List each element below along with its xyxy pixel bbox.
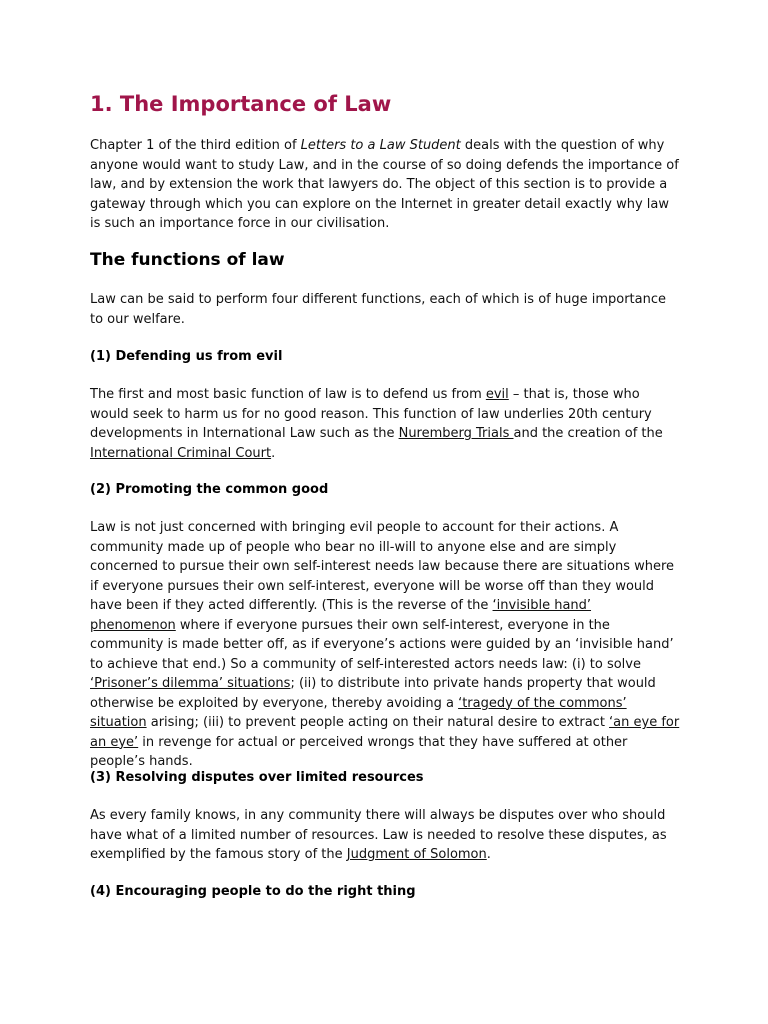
book-title: Letters to a Law Student <box>300 138 461 153</box>
section-2-text: arising; (iii) to prevent people acting on their natural desire to extract <box>146 715 610 730</box>
section-1-text: and the creation of the <box>513 426 663 441</box>
section-3-heading: (3) Resolving disputes over limited resources <box>90 770 424 785</box>
evil-link[interactable]: evil <box>485 387 509 402</box>
judgment-of-solomon-link[interactable]: Judgment of Solomon <box>346 847 487 862</box>
nuremberg-trials-link[interactable]: Nuremberg Trials <box>398 426 514 441</box>
section-3-paragraph <box>90 806 680 865</box>
prisoners-dilemma-link[interactable]: ‘Prisoner’s dilemma’ situations <box>90 676 291 691</box>
section-1-heading: (1) Defending us from evil <box>90 349 283 364</box>
section-2-text: where if everyone pursues their own self-interest, everyone in the community is made better off, as if everyone’s actions were guided by an ‘invisible hand’ to achieve that end.) So a community of self-interested actors needs law: (i) to solve <box>90 617 674 672</box>
intro-text-1: Chapter 1 of the third edition of <box>90 138 301 153</box>
intro-paragraph <box>90 136 680 234</box>
section-2-text: Law is not just concerned with bringing evil people to account for their actions. A community made up of people who bear no ill-will to anyone else and are simply concerned to pursue their own self-interest needs law because there are situations where if everyone pursues their own self-interest, everyone will be worse off than they would have been if they acted differently. (This is the reverse of the <box>90 520 675 613</box>
section-1-text: – that is, those who would seek to harm us for no good reason. This function of law underlies 20th century developments in International Law such as the <box>90 387 652 441</box>
functions-intro-paragraph: Law can be said to perform four different functions, each of which is of huge importance to our welfare. <box>90 292 666 327</box>
tragedy-of-the-commons-link[interactable]: ‘tragedy of the commons’ situation <box>90 695 627 730</box>
eye-for-an-eye-link[interactable]: ‘an eye for an eye’ <box>90 715 680 750</box>
functions-heading: The functions of law <box>90 250 285 270</box>
invisible-hand-link[interactable]: ‘invisible hand’ phenomenon <box>90 598 592 633</box>
section-1-paragraph <box>90 385 680 463</box>
page-title: 1. The Importance of Law <box>90 92 392 116</box>
section-3-text: . <box>486 847 491 862</box>
section-2-text: in revenge for actual or perceived wrongs that they have suffered at other people’s hands. <box>90 734 628 769</box>
intro-text-2: deals with the question of why anyone would want to study Law, and in the course of so doing defends the importance of law, and by extension the work that lawyers do. The object of this section is to provide a gateway through which you can explore on the Internet in greater detail exactly why law is such an importance force in our civilisation. <box>90 138 679 231</box>
section-2-paragraph <box>90 518 680 772</box>
section-2-heading: (2) Promoting the common good <box>90 482 329 497</box>
section-2-text: ; (ii) to distribute into private hands property that would otherwise be exploited by everyone, thereby avoiding a <box>90 676 656 711</box>
section-4-heading: (4) Encouraging people to do the right thing <box>90 884 416 899</box>
section-1-text: . <box>271 445 276 461</box>
section-3-text: As every family knows, in any community there will always be disputes over who should have what of a limited number of resources. Law is needed to resolve these disputes, as exemplified by the famous story of the <box>90 808 667 862</box>
section-1-text: The first and most basic function of law is to defend us from <box>90 387 486 402</box>
international-criminal-court-link[interactable]: International Criminal Court <box>90 445 272 461</box>
